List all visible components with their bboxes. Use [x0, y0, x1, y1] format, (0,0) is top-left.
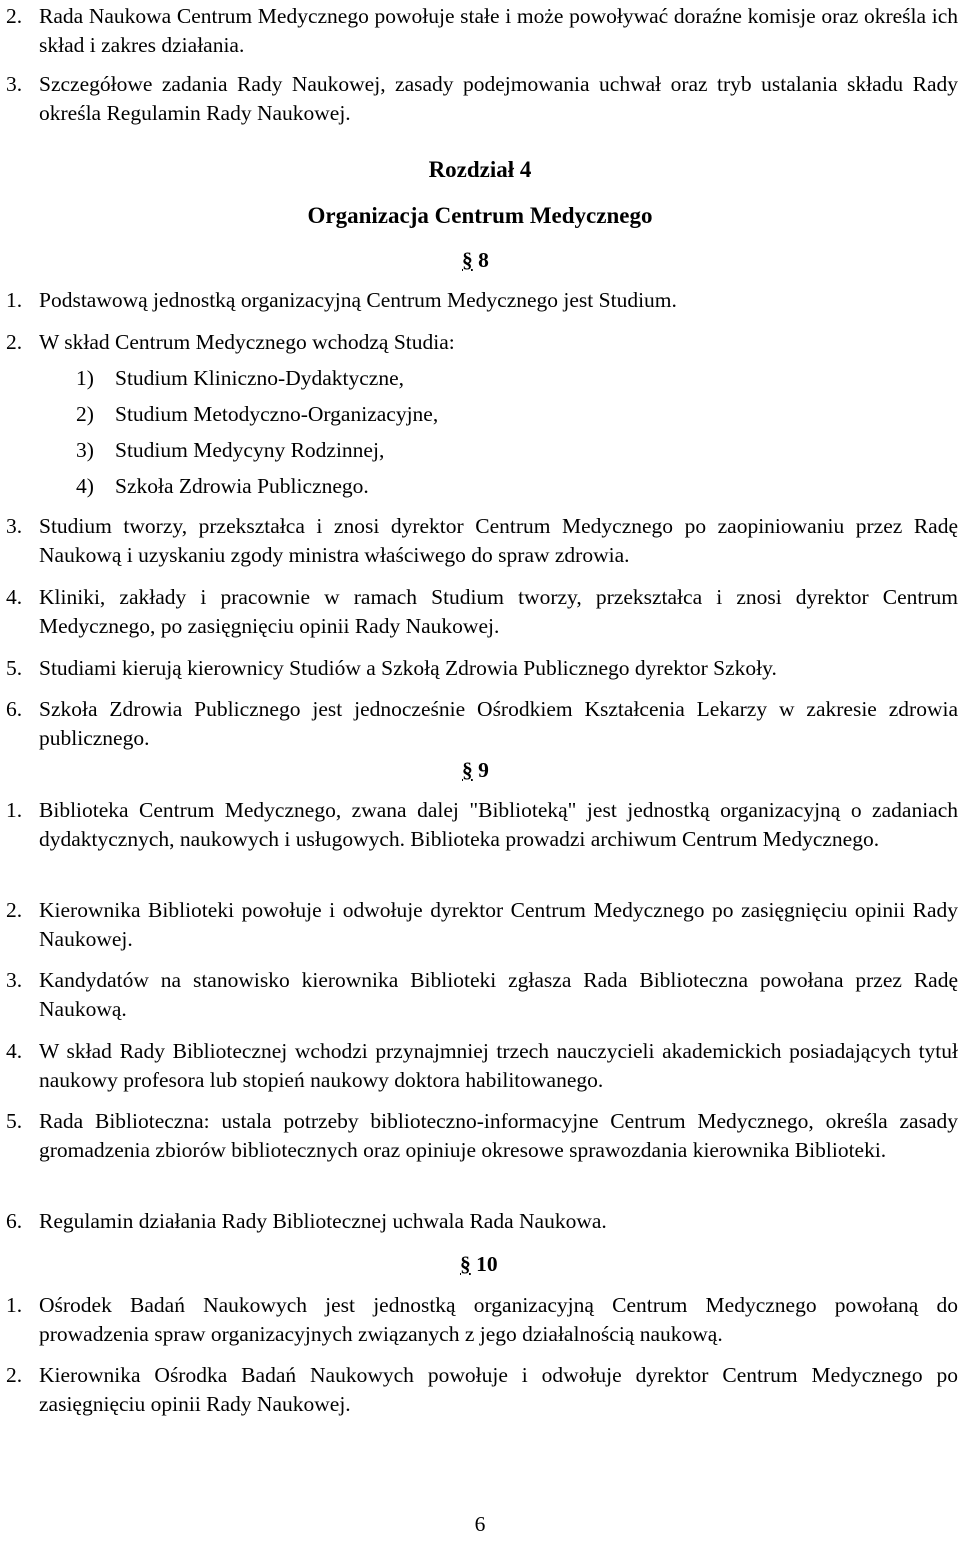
paragraph-number: 6.	[6, 697, 23, 721]
section-symbol: §	[462, 248, 473, 272]
list-item-number: 1)	[76, 366, 94, 390]
paragraph-text: Podstawową jednostką organizacyjną Centrum Medycznego jest Studium.	[39, 288, 677, 312]
paragraph-number: 2.	[6, 898, 23, 922]
paragraph-number: 2.	[6, 330, 23, 354]
paragraph-number: 2.	[6, 1363, 23, 1387]
list-item-text: Studium Metodyczno-Organizacyjne,	[115, 402, 439, 426]
paragraph-text: Studium tworzy, przekształca i znosi dyrektor Centrum Medycznego po zaopiniowaniu przez Radę Naukową i uzyskaniu zgody ministra właściwego do spraw zdrowia.	[39, 514, 958, 567]
paragraph-text: Kierownika Ośrodka Badań Naukowych powołuje i odwołuje dyrektor Centrum Medycznego po zasięgnięciu opinii Rady Naukowej.	[39, 1363, 958, 1416]
paragraph-text: Studiami kierują kierownicy Studiów a Szkołą Zdrowia Publicznego dyrektor Szkoły.	[39, 656, 777, 680]
section-8-paragraph-6	[6, 695, 958, 753]
paragraph-text: Kliniki, zakłady i pracownie w ramach Studium tworzy, przekształca i znosi dyrektor Centrum Medycznego, po zasięgnięciu opinii Rady Naukowej.	[39, 585, 958, 638]
list-item-2	[76, 400, 776, 429]
section-9-paragraph-2	[6, 896, 958, 954]
section-8-paragraph-3	[6, 512, 958, 570]
paragraph-number: 3.	[6, 968, 23, 992]
section-8-paragraph-2	[6, 328, 958, 357]
paragraph-text: Regulamin działania Rady Bibliotecznej uchwala Rada Naukowa.	[39, 1209, 607, 1233]
paragraph-text: Kierownika Biblioteki powołuje i odwołuje dyrektor Centrum Medycznego po zasięgnięciu opinii Rady Naukowej.	[39, 898, 958, 951]
paragraph-number: 1.	[6, 1293, 23, 1317]
paragraph-number: 5.	[6, 656, 23, 680]
paragraph-text: Szczegółowe zadania Rady Naukowej, zasady podejmowania uchwał oraz tryb ustalania składu Rady określa Regulamin Rady Naukowej.	[39, 72, 958, 125]
section-9-paragraph-5	[6, 1107, 958, 1165]
list-item-1	[76, 364, 776, 393]
list-item-text: Szkoła Zdrowia Publicznego.	[115, 474, 369, 498]
paragraph-text: Rada Biblioteczna: ustala potrzeby biblioteczno-informacyjne Centrum Medycznego, określa zasady gromadzenia zbiorów bibliotecznych oraz opiniuje okresowe sprawozdania kierownika Biblioteki.	[39, 1109, 958, 1162]
list-item-number: 4)	[76, 474, 94, 498]
paragraph-number: 4.	[6, 1039, 23, 1063]
paragraph-3	[6, 70, 958, 128]
list-item-4	[76, 472, 776, 501]
section-10-heading	[460, 1250, 498, 1279]
paragraph-number: 1.	[6, 798, 23, 822]
paragraph-text: W skład Rady Bibliotecznej wchodzi przynajmniej trzech nauczycieli akademickich posiadających tytuł naukowy profesora lub stopień naukowy doktora habilitowanego.	[39, 1039, 958, 1092]
page-number: 6	[474, 1512, 486, 1536]
section-9-heading	[462, 756, 489, 785]
list-item-text: Studium Medycyny Rodzinnej,	[115, 438, 385, 462]
paragraph-2	[6, 2, 958, 60]
section-9-paragraph-6	[6, 1207, 958, 1236]
paragraph-text: Kandydatów na stanowisko kierownika Biblioteki zgłasza Rada Biblioteczna powołana przez Radę Naukową.	[39, 968, 958, 1021]
paragraph-number: 3.	[6, 514, 23, 538]
paragraph-number: 3.	[6, 72, 23, 96]
section-8-paragraph-5	[6, 654, 958, 683]
list-item-text: Studium Kliniczno-Dydaktyczne,	[115, 366, 404, 390]
paragraph-text: Ośrodek Badań Naukowych jest jednostką organizacyjną Centrum Medycznego powołaną do prowadzenia spraw organizacyjnych związanych z jego działalnością naukową.	[39, 1293, 958, 1346]
section-10-paragraph-1	[6, 1291, 958, 1349]
section-number: 8	[478, 248, 489, 272]
paragraph-number: 5.	[6, 1109, 23, 1133]
paragraph-text: W skład Centrum Medycznego wchodzą Studia:	[39, 330, 455, 354]
section-10-paragraph-2	[6, 1361, 958, 1419]
list-item-number: 2)	[76, 402, 94, 426]
paragraph-text: Rada Naukowa Centrum Medycznego powołuje stałe i może powoływać doraźne komisje oraz określa ich skład i zakres działania.	[39, 4, 958, 57]
section-9-paragraph-4	[6, 1037, 958, 1095]
section-number: 10	[476, 1252, 498, 1276]
section-9-paragraph-1	[6, 796, 958, 854]
list-item-number: 3)	[76, 438, 94, 462]
chapter-label: Rozdział 4	[428, 157, 532, 182]
section-8-paragraph-4	[6, 583, 958, 641]
section-symbol: §	[460, 1252, 471, 1276]
list-item-3	[76, 436, 776, 465]
section-number: 9	[478, 758, 489, 782]
paragraph-number: 2.	[6, 4, 23, 28]
chapter-title: Organizacja Centrum Medycznego	[307, 203, 653, 228]
section-8-paragraph-1	[6, 286, 958, 315]
paragraph-text: Biblioteka Centrum Medycznego, zwana dalej "Biblioteką" jest jednostką organizacyjną o zadaniach dydaktycznych, naukowych i usługowych. Biblioteka prowadzi archiwum Centrum Medycznego.	[39, 798, 958, 851]
section-8-heading	[462, 246, 489, 275]
paragraph-number: 4.	[6, 585, 23, 609]
section-symbol: §	[462, 758, 473, 782]
paragraph-text: Szkoła Zdrowia Publicznego jest jednocześnie Ośrodkiem Kształcenia Lekarzy w zakresie zdrowia publicznego.	[39, 697, 958, 750]
paragraph-number: 6.	[6, 1209, 23, 1233]
paragraph-number: 1.	[6, 288, 23, 312]
section-9-paragraph-3	[6, 966, 958, 1024]
